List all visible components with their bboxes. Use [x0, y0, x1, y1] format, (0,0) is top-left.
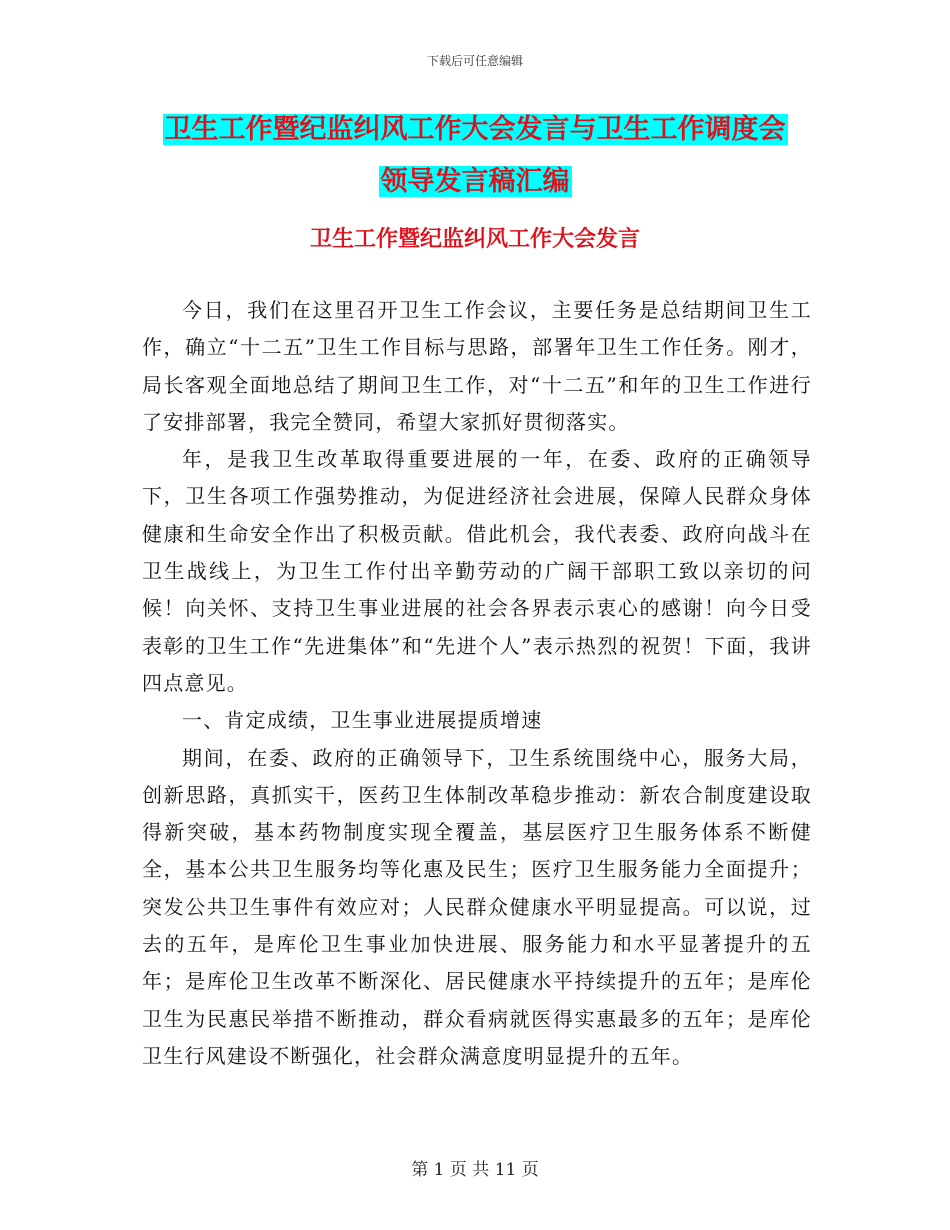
- page-footer: 第 1 页 共 11 页: [411, 1160, 539, 1180]
- page-header-note: 下载后可任意编辑: [426, 54, 523, 68]
- section-heading: 一、肯定成绩，卫生事业进展提质增速: [182, 708, 543, 733]
- title-line-1: 卫生工作暨纪监纠风工作大会发言与卫生工作调度会: [164, 114, 786, 145]
- paragraph: 期间，在委、政府的正确领导下，卫生系统围绕中心，服务大局，创新思路，真抓实干，医药卫生体制改革稳步推动：新农合制度建设取得新突破，基本药物制度实现全覆盖，基层医疗卫生服务体系不断健全，基本公共卫生服务均等化惠及民生；医疗卫生服务能力全面提升；突发公共卫生事件有效应对；人民群众健康水平明显提高。可以说，过去的五年，是库伦卫生事业加快进展、服务能力和水平显著提升的五年；是库伦卫生改革不断深化、居民健康水平持续提升的五年；是库伦卫生为民惠民举措不断推动，群众看病就医得实惠最多的五年；是库伦卫生行风建设不断强化，社会群众满意度明显提升的五年。: [142, 745, 812, 1068]
- section-title: 卫生工作暨纪监纠风工作大会发言: [309, 227, 640, 252]
- paragraph: 年，是我卫生改革取得重要进展的一年，在委、政府的正确领导下，卫生各项工作强势推动，为促进经济社会进展，保障人民群众身体健康和生命安全作出了积极贡献。借此机会，我代表委、政府向战斗在卫生战线上，为卫生工作付出辛勤劳动的广阔干部职工致以亲切的问候！向关怀、支持卫生事业进展的社会各界表示衷心的感谢！向今日受表彰的卫生工作“先进集体”和“先进个人”表示热烈的祝贺！下面，我讲四点意见。: [142, 447, 812, 695]
- document-body: [142, 292, 812, 1075]
- paragraph: 今日，我们在这里召开卫生工作会议，主要任务是总结期间卫生工作，确立“十二五”卫生工作目标与思路，部署年卫生工作任务。刚才， 局长客观全面地总结了期间卫生工作，对“十二五”和年的卫生工作进行了安排部署，我完全赞同，希望大家抓好贯彻落实。: [142, 298, 812, 434]
- document-title: [140, 104, 810, 208]
- title-line-2: 领导发言稿汇编: [380, 166, 570, 197]
